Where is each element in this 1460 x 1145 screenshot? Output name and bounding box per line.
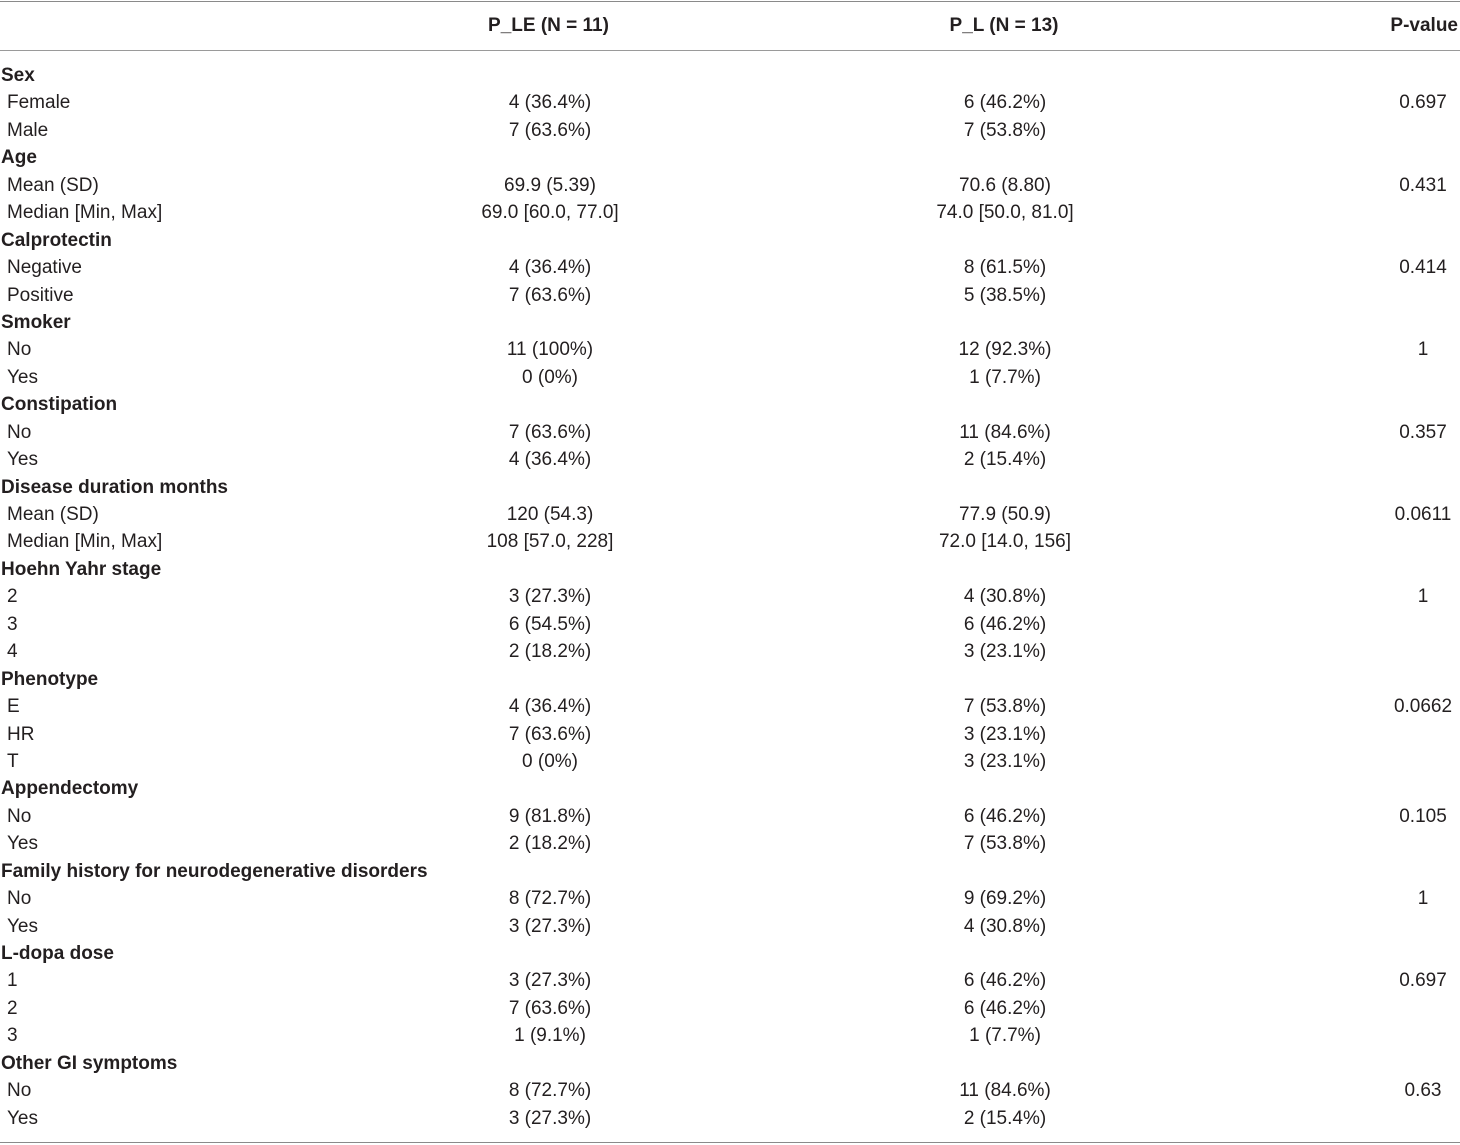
cell-pl: 5 (38.5%)	[963, 284, 1047, 306]
cell-pl: 7 (53.8%)	[963, 833, 1047, 855]
row-label: 3	[7, 613, 18, 635]
table-row	[0, 583, 1460, 610]
cell-ple: 7 (63.6%)	[508, 284, 592, 306]
row-label: Median [Min, Max]	[7, 202, 163, 224]
row-label: Negative	[7, 257, 82, 279]
table-row	[0, 995, 1460, 1022]
cell-pl: 6 (46.2%)	[963, 805, 1047, 827]
table-row	[0, 611, 1460, 638]
cell-ple: 6 (54.5%)	[508, 613, 592, 635]
row-label: HR	[7, 723, 35, 745]
table-row	[0, 199, 1460, 226]
cell-pl: 4 (30.8%)	[963, 586, 1047, 608]
row-label: 4	[7, 641, 18, 663]
table-group-header	[0, 62, 1460, 89]
group-label: Constipation	[1, 394, 118, 416]
table-row	[0, 336, 1460, 363]
table-row	[0, 748, 1460, 775]
group-label: Appendectomy	[1, 778, 139, 800]
row-label: No	[7, 888, 32, 910]
cell-pl: 3 (23.1%)	[963, 641, 1047, 663]
cell-pvalue: 0.431	[1399, 174, 1447, 196]
row-label: Yes	[7, 366, 38, 388]
table-row	[0, 1022, 1460, 1049]
table-group-header	[0, 227, 1460, 254]
group-label: Calprotectin	[1, 229, 112, 251]
cell-pvalue: 0.63	[1404, 1080, 1442, 1102]
table-group-header	[0, 556, 1460, 583]
row-label: 2	[7, 997, 18, 1019]
cell-ple: 8 (72.7%)	[508, 888, 592, 910]
cell-ple: 108 [57.0, 228]	[486, 531, 614, 553]
table-row	[0, 1077, 1460, 1104]
header-pvalue: P-value	[1390, 15, 1458, 36]
table-bottom-rule	[0, 1142, 1460, 1143]
cell-pvalue: 0.105	[1399, 805, 1447, 827]
table-group-header	[0, 474, 1460, 501]
cell-pl: 2 (15.4%)	[963, 449, 1047, 471]
cell-pl: 7 (53.8%)	[963, 696, 1047, 718]
cell-pl: 11 (84.6%)	[959, 421, 1051, 443]
table-row	[0, 967, 1460, 994]
cell-ple: 8 (72.7%)	[508, 1080, 592, 1102]
cell-ple: 3 (27.3%)	[508, 1107, 592, 1129]
cell-pvalue: 0.697	[1399, 970, 1447, 992]
cell-ple: 0 (0%)	[522, 366, 578, 388]
cell-ple: 4 (36.4%)	[508, 696, 592, 718]
cell-pl: 6 (46.2%)	[963, 613, 1047, 635]
group-label: L-dopa dose	[1, 943, 114, 964]
row-label: 2	[7, 586, 18, 608]
table-row	[0, 254, 1460, 281]
table-row	[0, 1105, 1460, 1132]
row-label: No	[7, 1080, 32, 1102]
cell-ple: 0 (0%)	[522, 750, 578, 772]
table-row	[0, 282, 1460, 309]
row-label: Positive	[7, 284, 74, 306]
group-label: Hoehn Yahr stage	[1, 558, 162, 580]
group-label: Phenotype	[1, 668, 99, 690]
table-row	[0, 721, 1460, 748]
cell-pl: 11 (84.6%)	[959, 1080, 1051, 1102]
table-row	[0, 364, 1460, 391]
cell-pl: 12 (92.3%)	[958, 339, 1052, 361]
cell-pl: 3 (23.1%)	[963, 723, 1047, 745]
table-group-header	[0, 666, 1460, 693]
cell-pvalue: 0.357	[1399, 421, 1447, 443]
table-row	[0, 446, 1460, 473]
row-label: Mean (SD)	[7, 174, 99, 196]
cell-ple: 3 (27.3%)	[508, 970, 592, 992]
cell-pl: 72.0 [14.0, 156]	[938, 531, 1072, 553]
cell-pvalue: 0.0611	[1394, 504, 1452, 525]
cell-ple: 69.9 (5.39)	[504, 174, 596, 196]
table-group-header	[0, 858, 1460, 885]
cell-pl: 3 (23.1%)	[963, 750, 1047, 772]
cell-ple: 3 (27.3%)	[508, 586, 592, 608]
cell-pl: 4 (30.8%)	[963, 915, 1047, 937]
cell-ple: 1 (9.1%)	[514, 1025, 586, 1047]
table-row	[0, 803, 1460, 830]
row-label: 1	[7, 970, 18, 992]
cell-pl: 74.0 [50.0, 81.0]	[936, 202, 1074, 224]
cell-pl: 77.9 (50.9)	[959, 504, 1051, 525]
cell-ple: 69.0 [60.0, 77.0]	[481, 202, 619, 224]
table-group-header	[0, 775, 1460, 802]
cell-pl: 6 (46.2%)	[963, 997, 1047, 1019]
group-label: Disease duration months	[1, 476, 228, 498]
cell-pvalue: 0.0662	[1393, 696, 1453, 718]
table-row	[0, 885, 1460, 912]
table-header	[0, 0, 1460, 50]
table-row	[0, 117, 1460, 144]
cell-ple: 4 (36.4%)	[508, 92, 592, 114]
row-label: No	[7, 421, 32, 443]
table-group-header	[0, 144, 1460, 171]
row-label: Yes	[7, 915, 38, 937]
row-label: No	[7, 339, 32, 361]
row-label: Mean (SD)	[7, 504, 99, 525]
row-label: Female	[7, 92, 71, 114]
table-group-header	[0, 309, 1460, 336]
row-label: Yes	[7, 1107, 38, 1129]
header-rule	[0, 50, 1460, 51]
cell-ple: 7 (63.6%)	[508, 421, 592, 443]
cell-pl: 8 (61.5%)	[963, 257, 1047, 279]
cell-pl: 6 (46.2%)	[963, 92, 1047, 114]
row-label: Yes	[7, 833, 38, 855]
cell-ple: 11 (100%)	[506, 339, 594, 361]
cell-ple: 7 (63.6%)	[508, 997, 592, 1019]
cell-pvalue: 0.414	[1399, 257, 1447, 279]
cell-pl: 1 (7.7%)	[969, 366, 1041, 388]
cell-pvalue: 1	[1417, 888, 1429, 910]
cell-pl: 1 (7.7%)	[969, 1025, 1041, 1047]
cell-ple: 9 (81.8%)	[508, 805, 592, 827]
header-ple: P_LE (N = 11)	[488, 15, 609, 36]
group-label: Family history for neurodegenerative disorders	[1, 860, 428, 882]
table-row	[0, 419, 1460, 446]
cell-pl: 2 (15.4%)	[963, 1107, 1047, 1129]
table-body	[0, 62, 1460, 1132]
cell-pl: 6 (46.2%)	[963, 970, 1047, 992]
table-group-header	[0, 940, 1460, 967]
table-row	[0, 501, 1460, 528]
cell-ple: 4 (36.4%)	[508, 257, 592, 279]
row-label: Yes	[7, 449, 38, 471]
cell-pvalue: 1	[1417, 586, 1429, 608]
table-row	[0, 528, 1460, 555]
group-label: Other GI symptoms	[1, 1052, 178, 1074]
row-label: Median [Min, Max]	[7, 531, 163, 553]
group-label: Age	[1, 147, 37, 169]
cell-pvalue: 1	[1417, 339, 1429, 361]
group-label: Smoker	[1, 311, 71, 333]
cell-ple: 2 (18.2%)	[508, 641, 592, 663]
cell-ple: 120 (54.3)	[506, 504, 594, 525]
table-row	[0, 89, 1460, 116]
row-label: E	[7, 696, 20, 718]
group-label: Sex	[1, 65, 35, 86]
table-row	[0, 172, 1460, 199]
cell-pl: 9 (69.2%)	[963, 888, 1047, 910]
row-label: 3	[7, 1025, 18, 1047]
cell-ple: 2 (18.2%)	[508, 833, 592, 855]
cell-ple: 3 (27.3%)	[508, 915, 592, 937]
table-group-header	[0, 1050, 1460, 1077]
cell-ple: 7 (63.6%)	[508, 723, 592, 745]
row-label: No	[7, 805, 32, 827]
table-row	[0, 638, 1460, 665]
cell-pvalue: 0.697	[1399, 92, 1447, 114]
cell-pl: 7 (53.8%)	[963, 119, 1047, 141]
header-pl: P_L (N = 13)	[949, 15, 1059, 36]
cell-ple: 4 (36.4%)	[508, 449, 592, 471]
row-label: Male	[7, 119, 49, 141]
cell-ple: 7 (63.6%)	[508, 119, 592, 141]
cell-pl: 70.6 (8.80)	[959, 174, 1051, 196]
table-row	[0, 830, 1460, 857]
table-row	[0, 693, 1460, 720]
table-group-header	[0, 391, 1460, 418]
row-label: T	[7, 750, 19, 772]
table-row	[0, 913, 1460, 940]
